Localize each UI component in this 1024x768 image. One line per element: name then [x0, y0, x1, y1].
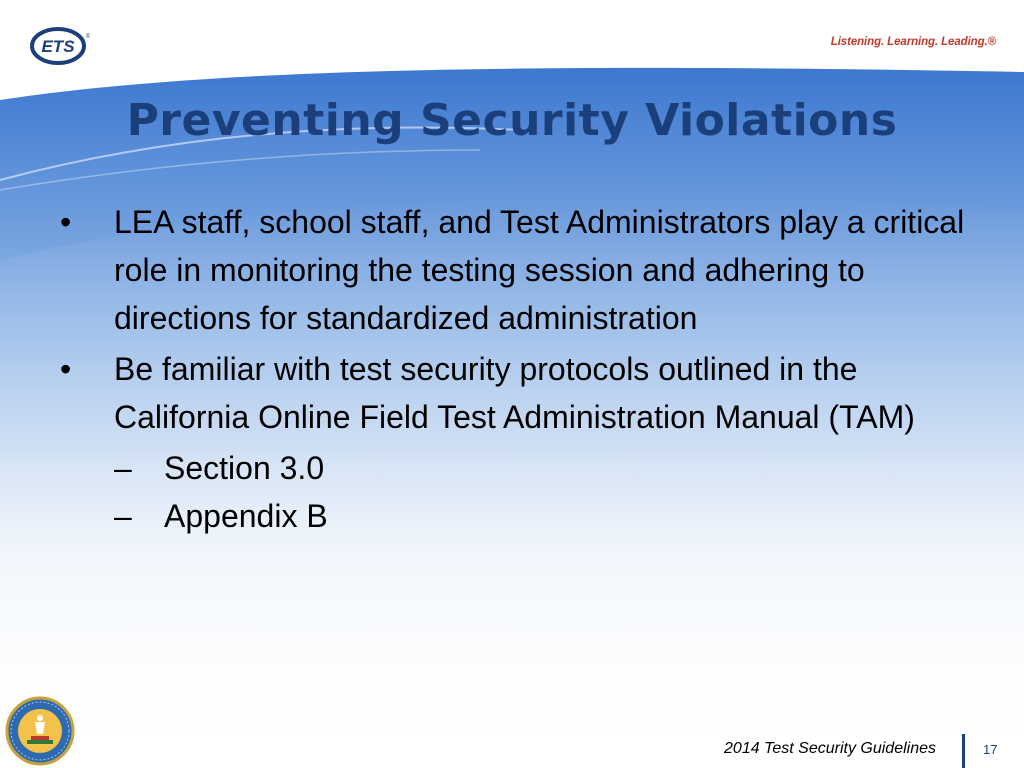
sub-bullet-marker: –: [114, 498, 132, 534]
sub-bullet-text: Section 3.0: [164, 450, 325, 486]
sub-bullet-text: Appendix B: [164, 498, 328, 534]
footer-divider: [962, 734, 965, 768]
department-seal-icon: [5, 696, 75, 766]
page-number: 17: [983, 742, 998, 757]
svg-text:ETS: ETS: [41, 37, 75, 56]
bullet-text: Be familiar with test security protocols outlined in the California Online Field Test Administration Manual (TAM): [114, 351, 915, 435]
tagline: Listening. Learning. Leading.®: [830, 36, 996, 48]
bullet-text: LEA staff, school staff, and Test Administrators play a critical role in monitoring the testing session and adhering to directions for standardized administration: [114, 204, 965, 336]
bullet-item: [60, 198, 980, 342]
sub-bullet-item: [114, 492, 980, 540]
bullet-marker: •: [60, 351, 72, 387]
bullet-item: [60, 345, 980, 441]
svg-text:®: ®: [86, 34, 90, 40]
sub-bullet-item: [114, 444, 980, 492]
footer-title: 2014 Test Security Guidelines: [724, 740, 936, 757]
sub-bullet-marker: –: [114, 450, 132, 486]
ets-logo: [30, 26, 90, 66]
slide-content: [60, 198, 980, 540]
bullet-marker: •: [60, 204, 72, 240]
slide-title: Preventing Security Violations: [126, 95, 898, 146]
